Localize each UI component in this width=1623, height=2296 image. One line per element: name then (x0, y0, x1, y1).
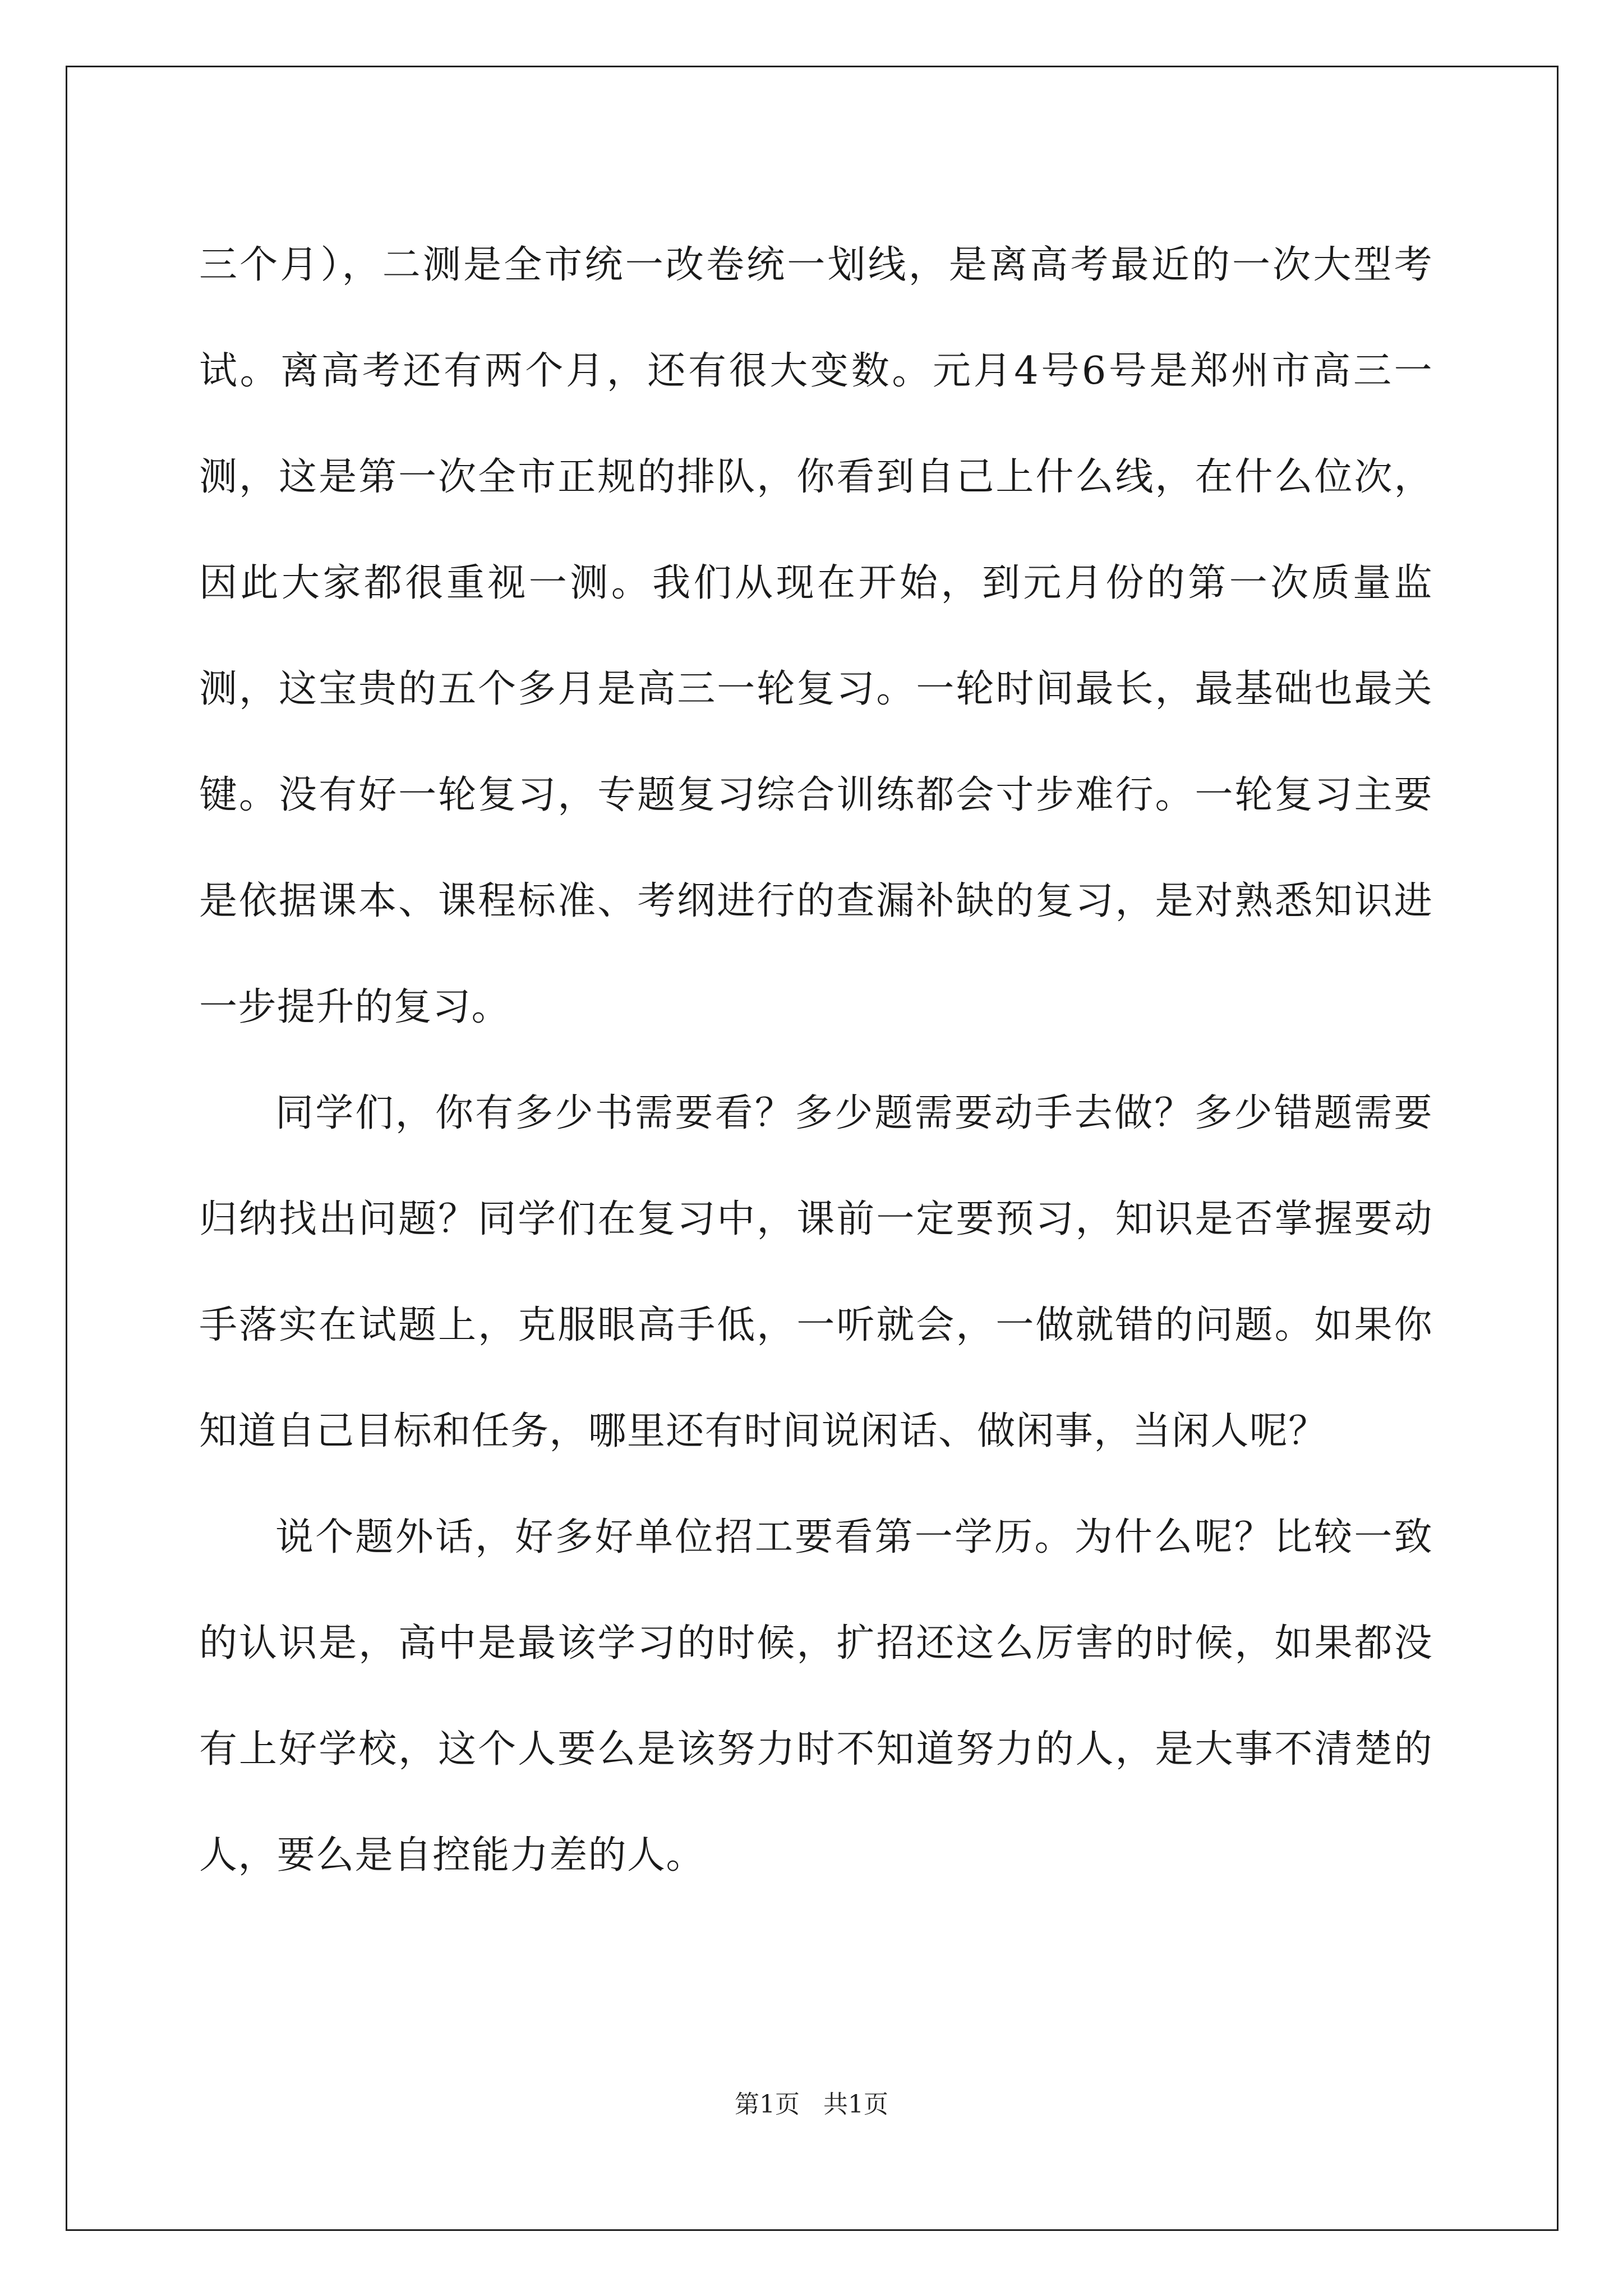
paragraph-1: 三个月），二测是全市统一改卷统一划线，是离高考最近的一次大型考试。离高考还有两个月，还有很大变数。元月4号6号是郑州市高三一测，这是第一次全市正规的排队，你看到自己上什么线，在什么位次，因此大家都很重视一测。我们从现在开始，到元月份的第一次质量监测，这宝贵的五个多月是高三一轮复习。一轮时间最长，最基础也最关键。没有好一轮复习，专题复习综合训练都会寸步难行。一轮复习主要是依据课本、课程标准、考纲进行的查漏补缺的复习，是对熟悉知识进一步提升的复习。 (199, 243, 1433, 1029)
page-number-footer: 第1页 共1页 (735, 2090, 888, 2119)
paragraph-2: 同学们，你有多少书需要看？多少题需要动手去做？多少错题需要归纳找出问题？同学们在复习中，课前一定要预习，知识是否掌握要动手落实在试题上，克服眼高手低，一听就会，一做就错的问题。如果你知道自己目标和任务，哪里还有时间说闲话、做闲事，当闲人呢？ (199, 1091, 1433, 1453)
document-body (199, 212, 1433, 1908)
paragraph-3: 说个题外话，好多好单位招工要看第一学历。为什么呢？比较一致的认识是，高中是最该学习的时候，扩招还这么厉害的时候，如果都没有上好学校，这个人要么是该努力时不知道努力的人，是大事不清楚的人，要么是自控能力差的人。 (199, 1515, 1433, 1878)
